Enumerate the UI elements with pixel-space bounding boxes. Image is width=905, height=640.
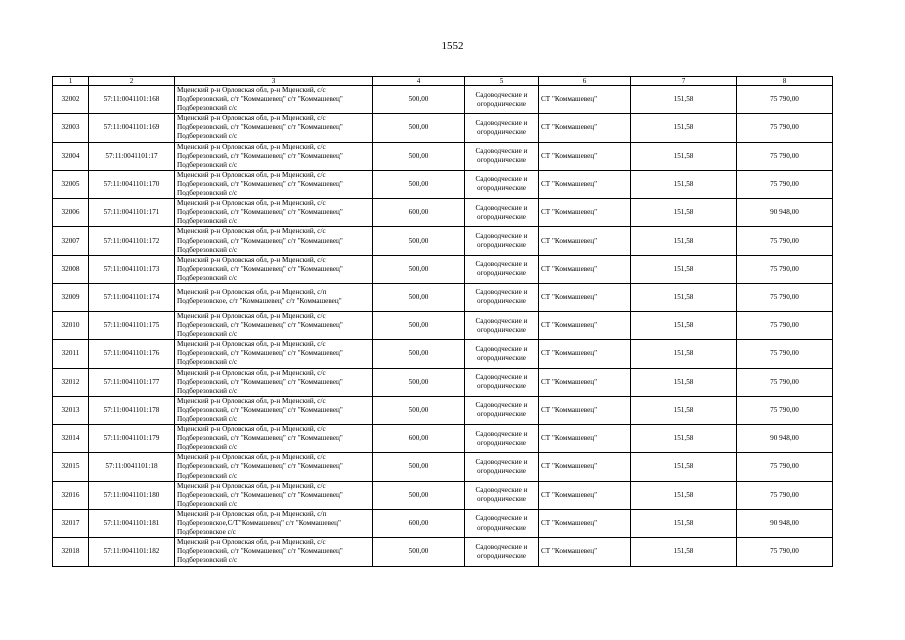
column-header: 2 <box>89 77 175 86</box>
area-cell: 500,00 <box>373 227 465 255</box>
cadastral-number-cell: 57:11:0041101:182 <box>89 538 175 566</box>
column-header: 3 <box>175 77 373 86</box>
land-use-cell <box>465 340 539 368</box>
specific-value-cell: 151,58 <box>631 425 737 453</box>
land-use-line: огороднические <box>477 325 526 334</box>
address-cell <box>175 283 373 311</box>
land-use-line: Садоводческие и <box>475 429 528 438</box>
table-row <box>53 86 833 114</box>
area-cell: 500,00 <box>373 396 465 424</box>
area-cell: 500,00 <box>373 255 465 283</box>
address-line: Мценский р-н Орловская обл, р-н Мценский, с/с <box>177 396 326 405</box>
record-number-cell: 32015 <box>53 453 89 481</box>
cadastral-value-cell: 75 790,00 <box>737 481 833 509</box>
land-use-cell <box>465 227 539 255</box>
area-cell: 500,00 <box>373 453 465 481</box>
land-use-line: огороднические <box>477 438 526 447</box>
area-cell: 600,00 <box>373 509 465 537</box>
land-use-line: огороднические <box>477 212 526 221</box>
address-line: Подберезовский с/с <box>177 330 238 339</box>
address-line: Мценский р-н Орловская обл, р-н Мценский, с/с <box>177 142 326 151</box>
land-use-cell <box>465 86 539 114</box>
cadastral-value-cell: 75 790,00 <box>737 396 833 424</box>
address-line: Мценский р-н Орловская обл, р-н Мценский, с/с <box>177 538 326 547</box>
land-use-line: Садоводческие и <box>475 203 528 212</box>
table-row <box>53 283 833 311</box>
address-cell <box>175 255 373 283</box>
address-cell <box>175 340 373 368</box>
address-line: Подберезовское,С/Т"Коммашевец" с/т "Коммашевец" <box>177 519 341 528</box>
address-line: Подберезовский с/с <box>177 386 238 395</box>
cadastral-number-cell: 57:11:0041101:181 <box>89 509 175 537</box>
address-line: Мценский р-н Орловская обл, р-н Мценский, с/с <box>177 86 326 94</box>
land-use-line: огороднические <box>477 127 526 136</box>
area-cell: 500,00 <box>373 86 465 114</box>
land-use-line: огороднические <box>477 551 526 560</box>
area-cell: 500,00 <box>373 114 465 142</box>
address-line: Подберезовский, с/т "Коммашевец" с/т "Коммашевец" <box>177 490 343 499</box>
address-line: Подберезовский, с/т "Коммашевец" с/т "Коммашевец" <box>177 462 343 471</box>
area-cell: 500,00 <box>373 481 465 509</box>
organization-cell: СТ "Коммашевец" <box>539 170 631 198</box>
specific-value-cell: 151,58 <box>631 453 737 481</box>
land-use-line: огороднические <box>477 410 526 419</box>
specific-value-cell: 151,58 <box>631 142 737 170</box>
column-header: 1 <box>53 77 89 86</box>
land-use-line: огороднические <box>477 382 526 391</box>
specific-value-cell: 151,58 <box>631 255 737 283</box>
address-line: Подберезовский, с/т "Коммашевец" с/т "Коммашевец" <box>177 547 343 556</box>
land-use-line: Садоводческие и <box>475 118 528 127</box>
address-cell <box>175 538 373 566</box>
cadastral-number-cell: 57:11:0041101:173 <box>89 255 175 283</box>
address-cell <box>175 114 373 142</box>
land-use-cell <box>465 283 539 311</box>
record-number-cell: 32009 <box>53 283 89 311</box>
address-line: Мценский р-н Орловская обл, р-н Мценский, с/с <box>177 255 326 264</box>
address-line: Подберезовский, с/т "Коммашевец" с/т "Коммашевец" <box>177 208 343 217</box>
specific-value-cell: 151,58 <box>631 227 737 255</box>
cadastral-value-cell: 75 790,00 <box>737 453 833 481</box>
table-row <box>53 453 833 481</box>
address-line: Мценский р-н Орловская обл, р-н Мценский, с/с <box>177 368 326 377</box>
address-line: Мценский р-н Орловская обл, р-н Мценский, с/п <box>177 509 327 518</box>
address-line: Подберезовский, с/т "Коммашевец" с/т "Коммашевец" <box>177 179 343 188</box>
specific-value-cell: 151,58 <box>631 509 737 537</box>
address-line: Подберезовский с/с <box>177 499 238 508</box>
land-use-line: огороднические <box>477 241 526 250</box>
organization-cell: СТ "Коммашевец" <box>539 425 631 453</box>
address-line: Подберезовский, с/т "Коммашевец" с/т "Коммашевец" <box>177 434 343 443</box>
record-number-cell: 32012 <box>53 368 89 396</box>
specific-value-cell: 151,58 <box>631 538 737 566</box>
cadastral-value-cell: 75 790,00 <box>737 368 833 396</box>
land-use-line: Садоводческие и <box>475 514 528 523</box>
table-row <box>53 227 833 255</box>
table-row <box>53 509 833 537</box>
cadastral-value-cell: 90 948,00 <box>737 425 833 453</box>
record-number-cell: 32010 <box>53 311 89 339</box>
header-row <box>53 77 833 86</box>
address-cell <box>175 453 373 481</box>
organization-cell: СТ "Коммашевец" <box>539 86 631 114</box>
column-header: 6 <box>539 77 631 86</box>
cadastral-value-cell: 90 948,00 <box>737 509 833 537</box>
record-number-cell: 32004 <box>53 142 89 170</box>
table-row <box>53 199 833 227</box>
address-line: Подберезовское с/с <box>177 528 236 537</box>
cadastral-value-cell: 75 790,00 <box>737 86 833 114</box>
address-line: Мценский р-н Орловская обл, р-н Мценский, с/п <box>177 288 327 297</box>
cadastral-number-cell: 57:11:0041101:171 <box>89 199 175 227</box>
land-use-cell <box>465 509 539 537</box>
land-use-line: Садоводческие и <box>475 457 528 466</box>
record-number-cell: 32011 <box>53 340 89 368</box>
record-number-cell: 32008 <box>53 255 89 283</box>
cadastral-number-cell: 57:11:0041101:174 <box>89 283 175 311</box>
land-use-line: огороднические <box>477 269 526 278</box>
address-cell <box>175 142 373 170</box>
record-number-cell: 32018 <box>53 538 89 566</box>
record-number-cell: 32006 <box>53 199 89 227</box>
cadastral-value-cell: 90 948,00 <box>737 199 833 227</box>
table-row <box>53 538 833 566</box>
record-number-cell: 32014 <box>53 425 89 453</box>
column-header: 5 <box>465 77 539 86</box>
land-use-cell <box>465 199 539 227</box>
address-line: Подберезовский с/с <box>177 556 238 565</box>
address-line: Мценский р-н Орловская обл, р-н Мценский, с/с <box>177 170 326 179</box>
table-row <box>53 425 833 453</box>
address-line: Подберезовский с/с <box>177 217 238 226</box>
area-cell: 500,00 <box>373 368 465 396</box>
table-row <box>53 481 833 509</box>
cadastral-number-cell: 57:11:0041101:176 <box>89 340 175 368</box>
address-cell <box>175 481 373 509</box>
land-use-line: огороднические <box>477 297 526 306</box>
address-line: Подберезовский с/с <box>177 443 238 452</box>
registry-table <box>52 76 833 567</box>
cadastral-value-cell: 75 790,00 <box>737 340 833 368</box>
address-line: Подберезовский, с/т "Коммашевец" с/т "Коммашевец" <box>177 151 343 160</box>
address-line: Подберезовский с/с <box>177 245 238 254</box>
land-use-line: огороднические <box>477 99 526 108</box>
specific-value-cell: 151,58 <box>631 340 737 368</box>
specific-value-cell: 151,58 <box>631 283 737 311</box>
organization-cell: СТ "Коммашевец" <box>539 142 631 170</box>
record-number-cell: 32002 <box>53 86 89 114</box>
land-use-line: Садоводческие и <box>475 542 528 551</box>
land-use-line: Садоводческие и <box>475 344 528 353</box>
specific-value-cell: 151,58 <box>631 396 737 424</box>
record-number-cell: 32007 <box>53 227 89 255</box>
address-line: Мценский р-н Орловская обл, р-н Мценский, с/с <box>177 311 326 320</box>
page-number: 1552 <box>441 40 464 52</box>
address-line: Подберезовский с/с <box>177 189 238 198</box>
cadastral-number-cell: 57:11:0041101:179 <box>89 425 175 453</box>
specific-value-cell: 151,58 <box>631 170 737 198</box>
organization-cell: СТ "Коммашевец" <box>539 199 631 227</box>
cadastral-number-cell: 57:11:0041101:168 <box>89 86 175 114</box>
record-number-cell: 32005 <box>53 170 89 198</box>
land-use-cell <box>465 142 539 170</box>
land-use-cell <box>465 538 539 566</box>
specific-value-cell: 151,58 <box>631 311 737 339</box>
column-header: 7 <box>631 77 737 86</box>
table-row <box>53 340 833 368</box>
organization-cell: СТ "Коммашевец" <box>539 481 631 509</box>
land-use-cell <box>465 396 539 424</box>
address-line: Подберезовский с/с <box>177 358 238 367</box>
record-number-cell: 32017 <box>53 509 89 537</box>
address-cell <box>175 199 373 227</box>
address-line: Мценский р-н Орловская обл, р-н Мценский, с/с <box>177 340 326 349</box>
organization-cell: СТ "Коммашевец" <box>539 368 631 396</box>
land-use-line: огороднические <box>477 156 526 165</box>
area-cell: 500,00 <box>373 340 465 368</box>
address-line: Мценский р-н Орловская обл, р-н Мценский, с/с <box>177 453 326 462</box>
area-cell: 500,00 <box>373 170 465 198</box>
specific-value-cell: 151,58 <box>631 86 737 114</box>
address-line: Мценский р-н Орловская обл, р-н Мценский, с/с <box>177 199 326 208</box>
land-use-line: Садоводческие и <box>475 373 528 382</box>
table-row <box>53 368 833 396</box>
cadastral-value-cell: 75 790,00 <box>737 227 833 255</box>
address-line: Подберезовский, с/т "Коммашевец" с/т "Коммашевец" <box>177 321 343 330</box>
land-use-line: огороднические <box>477 184 526 193</box>
land-use-cell <box>465 170 539 198</box>
land-use-cell <box>465 255 539 283</box>
address-line: Мценский р-н Орловская обл, р-н Мценский, с/с <box>177 114 326 123</box>
address-line: Подберезовский, с/т "Коммашевец" с/т "Коммашевец" <box>177 264 343 273</box>
table-row <box>53 255 833 283</box>
cadastral-number-cell: 57:11:0041101:178 <box>89 396 175 424</box>
address-line: Подберезовский, с/т "Коммашевец" с/т "Коммашевец" <box>177 377 343 386</box>
address-cell <box>175 170 373 198</box>
land-use-line: Садоводческие и <box>475 147 528 156</box>
land-use-line: Садоводческие и <box>475 231 528 240</box>
land-use-cell <box>465 425 539 453</box>
address-line: Подберезовский с/с <box>177 160 238 169</box>
land-use-line: огороднические <box>477 523 526 532</box>
address-cell <box>175 396 373 424</box>
cadastral-number-cell: 57:11:0041101:169 <box>89 114 175 142</box>
specific-value-cell: 151,58 <box>631 199 737 227</box>
address-line: Подберезовский с/с <box>177 471 238 480</box>
land-use-line: огороднические <box>477 353 526 362</box>
organization-cell: СТ "Коммашевец" <box>539 283 631 311</box>
organization-cell: СТ "Коммашевец" <box>539 227 631 255</box>
area-cell: 500,00 <box>373 142 465 170</box>
cadastral-value-cell: 75 790,00 <box>737 170 833 198</box>
specific-value-cell: 151,58 <box>631 481 737 509</box>
specific-value-cell: 151,58 <box>631 368 737 396</box>
cadastral-value-cell: 75 790,00 <box>737 142 833 170</box>
address-cell <box>175 368 373 396</box>
cadastral-value-cell: 75 790,00 <box>737 114 833 142</box>
organization-cell: СТ "Коммашевец" <box>539 453 631 481</box>
address-line: Мценский р-н Орловская обл, р-н Мценский, с/с <box>177 481 326 490</box>
address-line: Подберезовский с/с <box>177 415 238 423</box>
area-cell: 500,00 <box>373 283 465 311</box>
cadastral-number-cell: 57:11:0041101:175 <box>89 311 175 339</box>
land-use-line: Садоводческие и <box>475 316 528 325</box>
address-cell <box>175 227 373 255</box>
table-row <box>53 142 833 170</box>
land-use-line: огороднические <box>477 467 526 476</box>
address-line: Подберезовский, с/т "Коммашевец" с/т "Коммашевец" <box>177 95 343 104</box>
address-line: Подберезовский, с/т "Коммашевец" с/т "Коммашевец" <box>177 349 343 358</box>
land-use-line: Садоводческие и <box>475 260 528 269</box>
land-use-line: Садоводческие и <box>475 175 528 184</box>
cadastral-number-cell: 57:11:0041101:172 <box>89 227 175 255</box>
address-cell <box>175 425 373 453</box>
organization-cell: СТ "Коммашевец" <box>539 114 631 142</box>
address-line: Мценский р-н Орловская обл, р-н Мценский, с/с <box>177 425 326 434</box>
address-line: Подберезовский с/с <box>177 132 238 141</box>
table-row <box>53 311 833 339</box>
cadastral-value-cell: 75 790,00 <box>737 283 833 311</box>
organization-cell: СТ "Коммашевец" <box>539 311 631 339</box>
table-row <box>53 114 833 142</box>
cadastral-number-cell: 57:11:0041101:170 <box>89 170 175 198</box>
cadastral-number-cell: 57:11:0041101:18 <box>89 453 175 481</box>
address-line: Подберезовский, с/т "Коммашевец" с/т "Коммашевец" <box>177 123 343 132</box>
land-use-cell <box>465 453 539 481</box>
land-use-line: Садоводческие и <box>475 288 528 297</box>
area-cell: 600,00 <box>373 425 465 453</box>
table-row <box>53 170 833 198</box>
address-cell <box>175 509 373 537</box>
organization-cell: СТ "Коммашевец" <box>539 255 631 283</box>
record-number-cell: 32016 <box>53 481 89 509</box>
land-use-line: Садоводческие и <box>475 401 528 410</box>
specific-value-cell: 151,58 <box>631 114 737 142</box>
address-cell <box>175 86 373 114</box>
land-use-cell <box>465 481 539 509</box>
organization-cell: СТ "Коммашевец" <box>539 538 631 566</box>
cadastral-number-cell: 57:11:0041101:177 <box>89 368 175 396</box>
cadastral-number-cell: 57:11:0041101:17 <box>89 142 175 170</box>
table-row <box>53 396 833 424</box>
organization-cell: СТ "Коммашевец" <box>539 340 631 368</box>
address-line: Подберезовский, с/т "Коммашевец" с/т "Коммашевец" <box>177 236 343 245</box>
column-header: 4 <box>373 77 465 86</box>
land-use-line: Садоводческие и <box>475 486 528 495</box>
organization-cell: СТ "Коммашевец" <box>539 509 631 537</box>
record-number-cell: 32003 <box>53 114 89 142</box>
address-line: Мценский р-н Орловская обл, р-н Мценский, с/с <box>177 227 326 236</box>
area-cell: 500,00 <box>373 538 465 566</box>
record-number-cell: 32013 <box>53 396 89 424</box>
address-cell <box>175 311 373 339</box>
address-line: Подберезовский с/с <box>177 273 238 282</box>
land-use-cell <box>465 368 539 396</box>
organization-cell: СТ "Коммашевец" <box>539 396 631 424</box>
land-use-cell <box>465 114 539 142</box>
land-use-cell <box>465 311 539 339</box>
column-header: 8 <box>737 77 833 86</box>
area-cell: 500,00 <box>373 311 465 339</box>
cadastral-number-cell: 57:11:0041101:180 <box>89 481 175 509</box>
cadastral-value-cell: 75 790,00 <box>737 255 833 283</box>
address-line: Подберезовский с/с <box>177 104 238 113</box>
address-line: Подберезовское, с/т "Коммашевец" с/т "Коммашевец" <box>177 297 342 306</box>
address-line: Подберезовский, с/т "Коммашевец" с/т "Коммашевец" <box>177 405 343 414</box>
land-use-line: огороднические <box>477 495 526 504</box>
cadastral-value-cell: 75 790,00 <box>737 311 833 339</box>
cadastral-value-cell: 75 790,00 <box>737 538 833 566</box>
land-use-line: Садоводческие и <box>475 90 528 99</box>
area-cell: 600,00 <box>373 199 465 227</box>
